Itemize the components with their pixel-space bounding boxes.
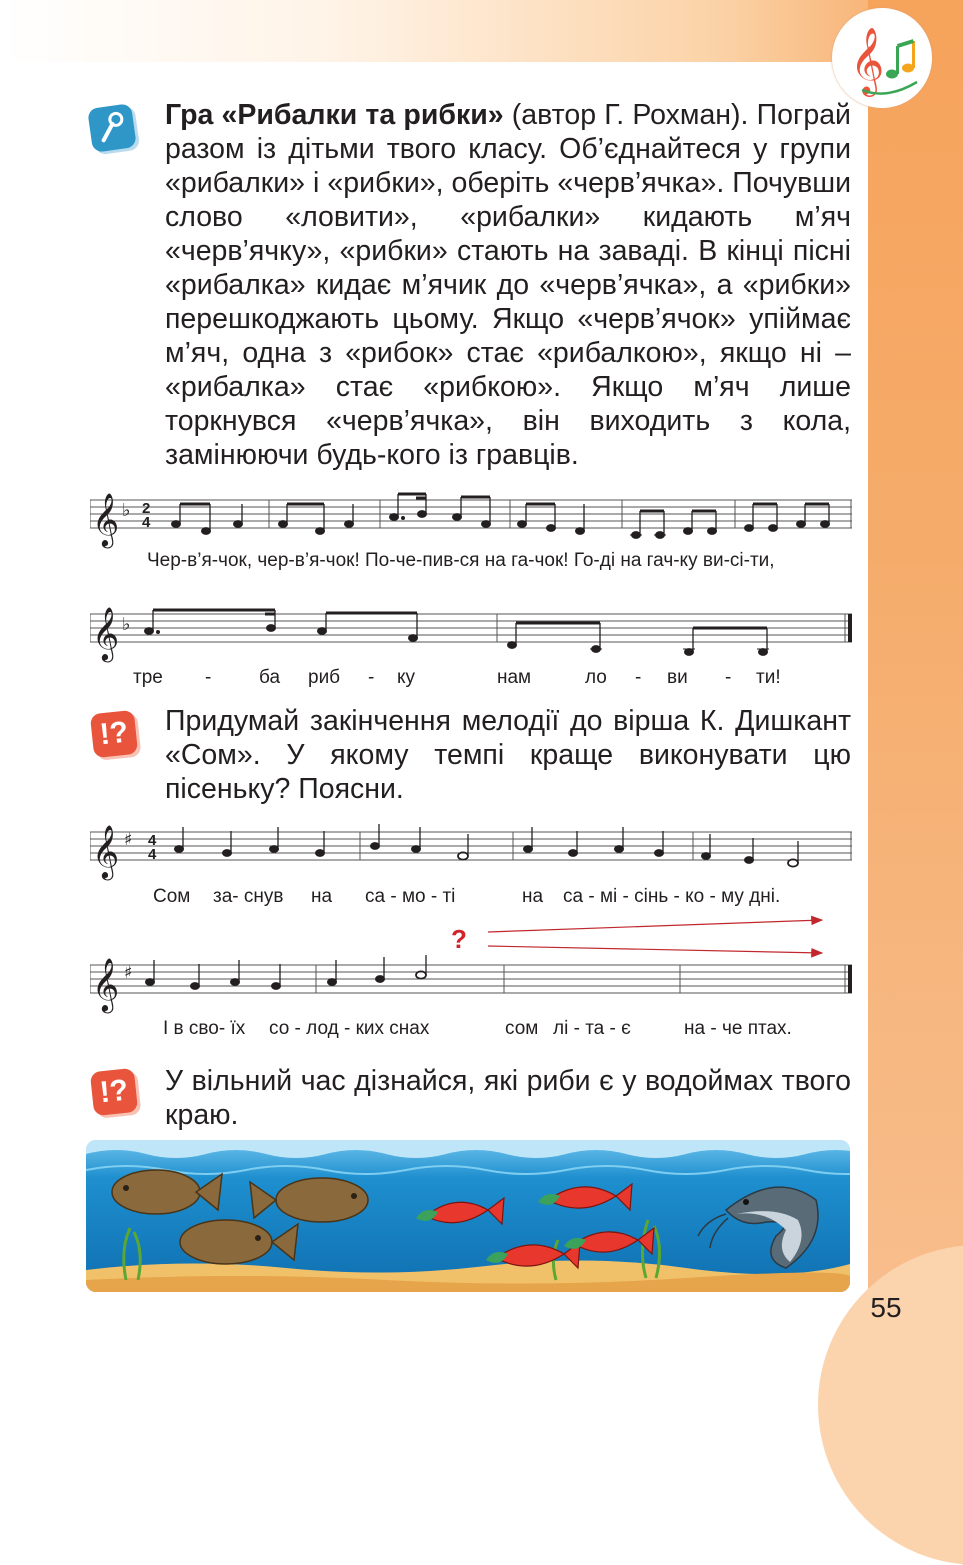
- question-mark: ?: [451, 924, 467, 954]
- svg-text:𝄞: 𝄞: [92, 492, 120, 546]
- svg-text:♯: ♯: [124, 830, 133, 850]
- song2-syllable: за- снув: [213, 886, 284, 907]
- svg-text:𝄞: 𝄞: [92, 824, 120, 878]
- page-number: 55: [870, 1292, 902, 1323]
- song1-syllable: -: [368, 667, 375, 688]
- song1-syllable: риб: [308, 667, 341, 688]
- svg-text:𝄞: 𝄞: [92, 957, 120, 1011]
- music-notes-logo-icon: [832, 8, 932, 108]
- song1-syllable: -: [635, 667, 642, 688]
- svg-text:4: 4: [148, 832, 157, 849]
- game-description: [165, 98, 851, 472]
- song1-syllable: ба: [259, 667, 281, 688]
- song1-syllable: нам: [497, 667, 532, 688]
- svg-text:4: 4: [142, 514, 151, 531]
- song2-syllable: со - лод - ких снах: [269, 1018, 430, 1039]
- song1-lyrics-line1: Чер-в’я-чок, чер-в’я-чок! По-че-пив-ся на га-чок! Го-ді на гач-ку ви-сі-ти,: [147, 550, 775, 571]
- svg-text:♭: ♭: [122, 614, 131, 635]
- staff-song1-line2: [90, 604, 852, 676]
- song2-syllable: на: [311, 886, 333, 907]
- melody-task-text: Придумай закінчення мелодії до вірша К. Дишкант «Сом». У якому темпі краще виконувати цю пісеньку? Поясни.: [165, 705, 851, 805]
- song2-syllable: на - че птах.: [684, 1018, 792, 1039]
- aquarium-illustration: [86, 1140, 850, 1292]
- svg-text:𝄞: 𝄞: [850, 26, 885, 94]
- staff-song2-line2: [90, 955, 852, 1027]
- song2-syllable: са - мо - ті: [365, 886, 456, 907]
- song2-syllable: сом: [505, 1018, 539, 1039]
- staff-song2-line1: [90, 822, 852, 894]
- svg-text:2: 2: [142, 500, 151, 517]
- song1-syllable: ло: [585, 667, 607, 688]
- game-text: (автор Г. Рохман). Пограй разом із дітьми твого класу. Об’єднайтеся у групи «рибалки» і «рибки», оберіть «черв’ячка». Почувши слово «ловити», «рибалки» кидають м’яч «черв’ячку», «рибки» стають на заваді. В кінці пісні «рибалка» кидає м’ячик до «черв’ячка», а «рибки» перешкоджають цьому. Якщо «черв’ячок» упіймає м’яч, одна з «рибок» стає «рибалкою», якщо ні – «рибалка» стає «рибкою». Якщо м’яч лише торкнувся «черв’ячка», він виходить з кола, замінюючи будь-кого із гравців.: [165, 99, 851, 471]
- svg-text:𝄞: 𝄞: [92, 606, 120, 660]
- song1-syllable: ти!: [756, 667, 781, 688]
- song2-syllable: І в сво- їх: [163, 1018, 246, 1039]
- microphone-icon: [87, 103, 137, 153]
- song1-syllable: ку: [397, 667, 416, 688]
- fish-task-text: У вільний час дізнайся, які риби є у водоймах твого краю.: [165, 1065, 851, 1131]
- svg-text:4: 4: [148, 846, 157, 863]
- song2-syllable: на: [522, 886, 544, 907]
- song1-syllable: -: [205, 667, 212, 688]
- song2-syllable: са - мі - сінь - ко - му дні.: [563, 886, 781, 907]
- song2-syllable: Сом: [153, 886, 191, 907]
- question-exclamation-icon: !?: [90, 710, 138, 758]
- song1-syllable: ви: [667, 667, 688, 688]
- top-decorative-band: [0, 0, 963, 62]
- svg-text:♭: ♭: [122, 500, 131, 521]
- song1-syllable: тре: [133, 667, 163, 688]
- question-exclamation-icon: !?: [90, 1068, 138, 1116]
- song2-syllable: лі - та - є: [553, 1018, 631, 1039]
- svg-text:♯: ♯: [124, 963, 133, 983]
- game-title: Гра «Рибалки та рибки»: [165, 99, 504, 131]
- right-margin-bar: [868, 0, 963, 1394]
- song1-syllable: -: [725, 667, 732, 688]
